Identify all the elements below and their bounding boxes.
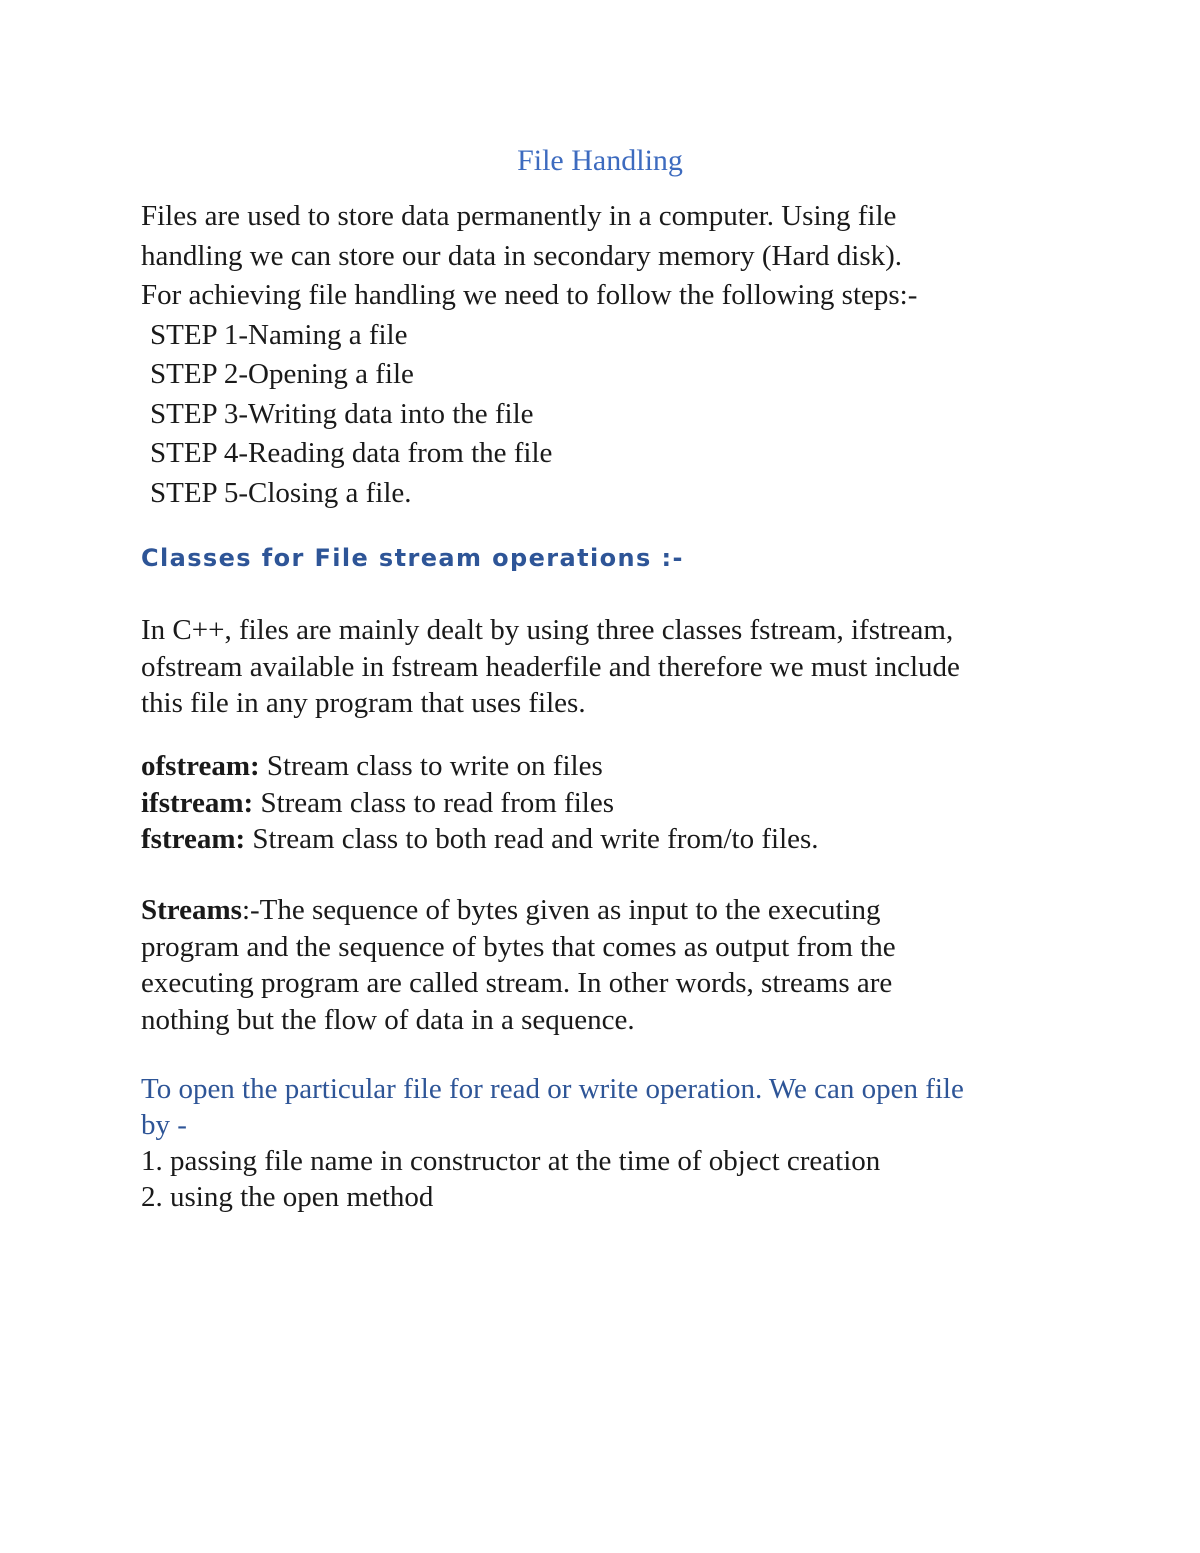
open-file-intro-line: by - [141,1109,187,1141]
open-file-section [141,1071,1081,1215]
intro-line: For achieving file handling we need to follow the following steps:- [141,279,918,311]
step-item: STEP 5-Closing a file. [150,476,412,509]
step-item: STEP 1-Naming a file [150,318,408,351]
definition-term: ofstream: [141,750,260,782]
cpp-line: this file in any program that uses files. [141,687,586,719]
step-item: STEP 2-Opening a file [150,358,414,390]
definition-term: ifstream: [141,786,254,819]
open-method-item: 2. using the open method [141,1181,434,1213]
streams-line: program and the sequence of bytes that comes as output from the [141,930,896,963]
streams-text: :-The sequence of bytes given as input to the executing [241,894,881,926]
definition-term: fstream: [141,823,246,855]
open-file-intro-line: To open the particular file for read or write operation. We can open file [141,1073,964,1105]
open-method-item: 1. passing file name in constructor at the time of object creation [141,1145,881,1177]
intro-line: handling we can store our data in secondary memory (Hard disk). [141,239,903,272]
cpp-line: ofstream available in fstream headerfile and therefore we must include [141,650,960,683]
definition-item [141,785,1081,822]
streams-term: Streams [141,894,242,926]
intro-line: Files are used to store data permanently in a computer. Using file [141,200,897,232]
class-definitions [141,748,1081,858]
definition-item [141,821,1081,858]
definition-text: Stream class to read from files [253,786,614,819]
cpp-paragraph [141,612,1081,722]
definition-text: Stream class to both read and write from/to files. [245,823,819,855]
streams-paragraph [141,892,1081,1038]
streams-line: nothing but the flow of data in a sequence. [141,1003,635,1036]
definition-text: Stream class to write on files [259,750,603,782]
document-title: File Handling [517,144,683,177]
streams-line: executing program are called stream. In other words, streams are [141,967,893,999]
cpp-line: In C++, files are mainly dealt by using three classes fstream, ifstream, [141,614,954,646]
streams-line [141,892,1081,929]
step-item: STEP 4-Reading data from the file [150,437,553,469]
step-item: STEP 3-Writing data into the file [150,397,534,430]
definition-item [141,748,1081,785]
intro-paragraph [141,197,1081,513]
section-heading: Classes for File stream operations :- [141,544,684,572]
